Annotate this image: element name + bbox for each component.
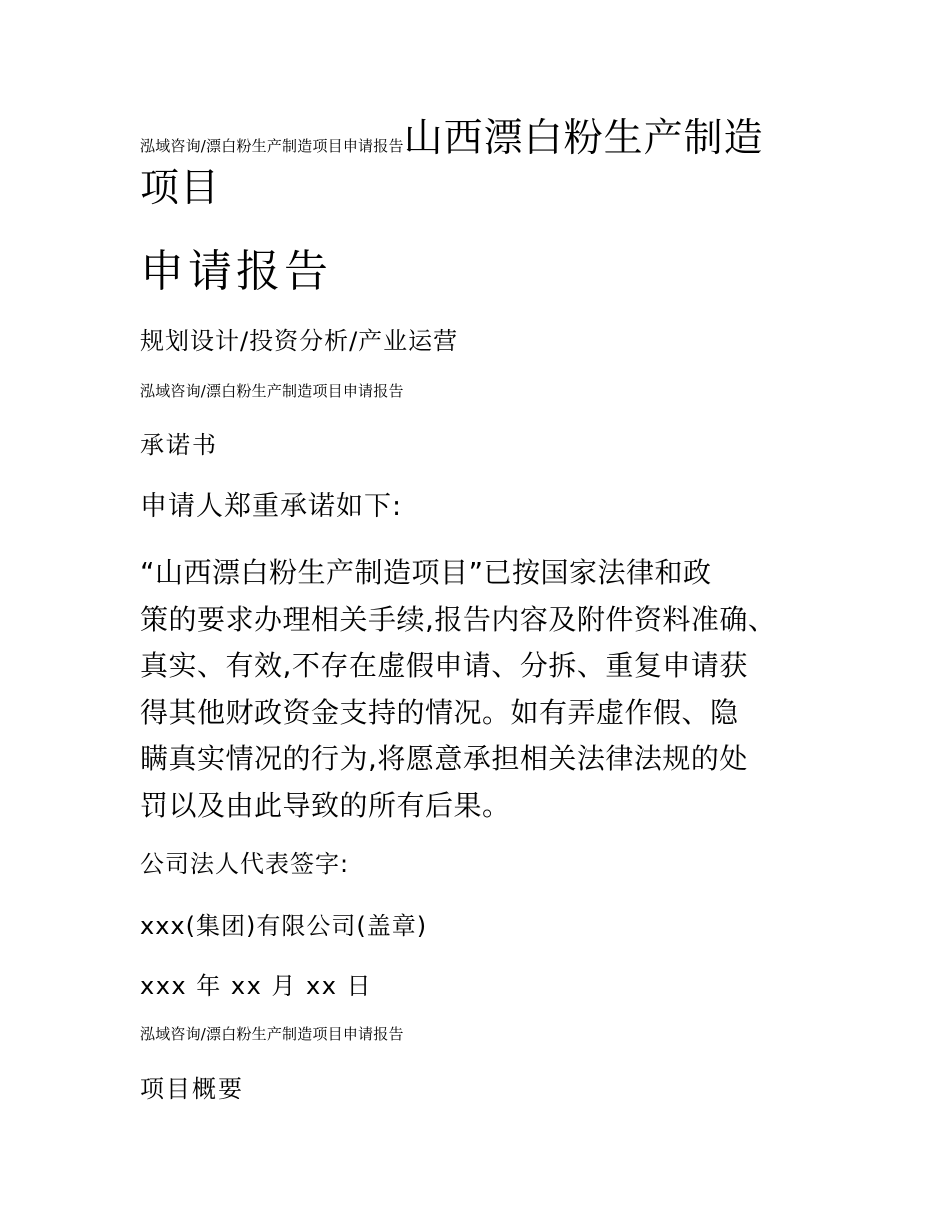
date-line: xxx 年 xx 月 xx 日 [140, 972, 373, 1000]
paragraph-line: 瞒真实情况的行为,将愿意承担相关法律法规的处 [140, 742, 748, 775]
cover-subtitle: 规划设计/投资分析/产业运营 [140, 327, 459, 355]
paragraph-line: 策的要求办理相关手续,报告内容及附件资料准确、 [140, 602, 777, 636]
cover-title-line-1 [140, 114, 764, 171]
commitment-heading: 承诺书 [140, 431, 218, 459]
paragraph-line: “山西漂白粉生产制造项目”已按国家法律和政 [140, 556, 712, 589]
company-seal-line: xxx(集团)有限公司(盖章) [140, 912, 428, 940]
section-heading-summary: 项目概要 [140, 1075, 244, 1103]
cover-title-line-2: 项目 [140, 166, 221, 211]
signature-label: 公司法人代表签字: [140, 850, 350, 878]
cover-title-line-3: 申请报告 [140, 246, 332, 297]
running-header: 泓域咨询/漂白粉生产制造项目申请报告 [140, 382, 404, 400]
running-header: 泓域咨询/漂白粉生产制造项目申请报告 [140, 1025, 404, 1043]
running-header: 泓域咨询/漂白粉生产制造项目申请报告 [140, 137, 404, 155]
paragraph-line: 得其他财政资金支持的情况。如有弄虚作假、隐 [140, 695, 739, 729]
paragraph-line: 真实、有效,不存在虚假申请、分拆、重复申请获 [140, 649, 748, 682]
commitment-paragraph [140, 550, 830, 829]
paragraph-line: 罚以及由此导致的所有后果。 [140, 788, 511, 822]
cover-title-main: 山西漂白粉生产制造 [403, 116, 764, 161]
commitment-declaration: 申请人郑重承诺如下: [140, 491, 403, 522]
